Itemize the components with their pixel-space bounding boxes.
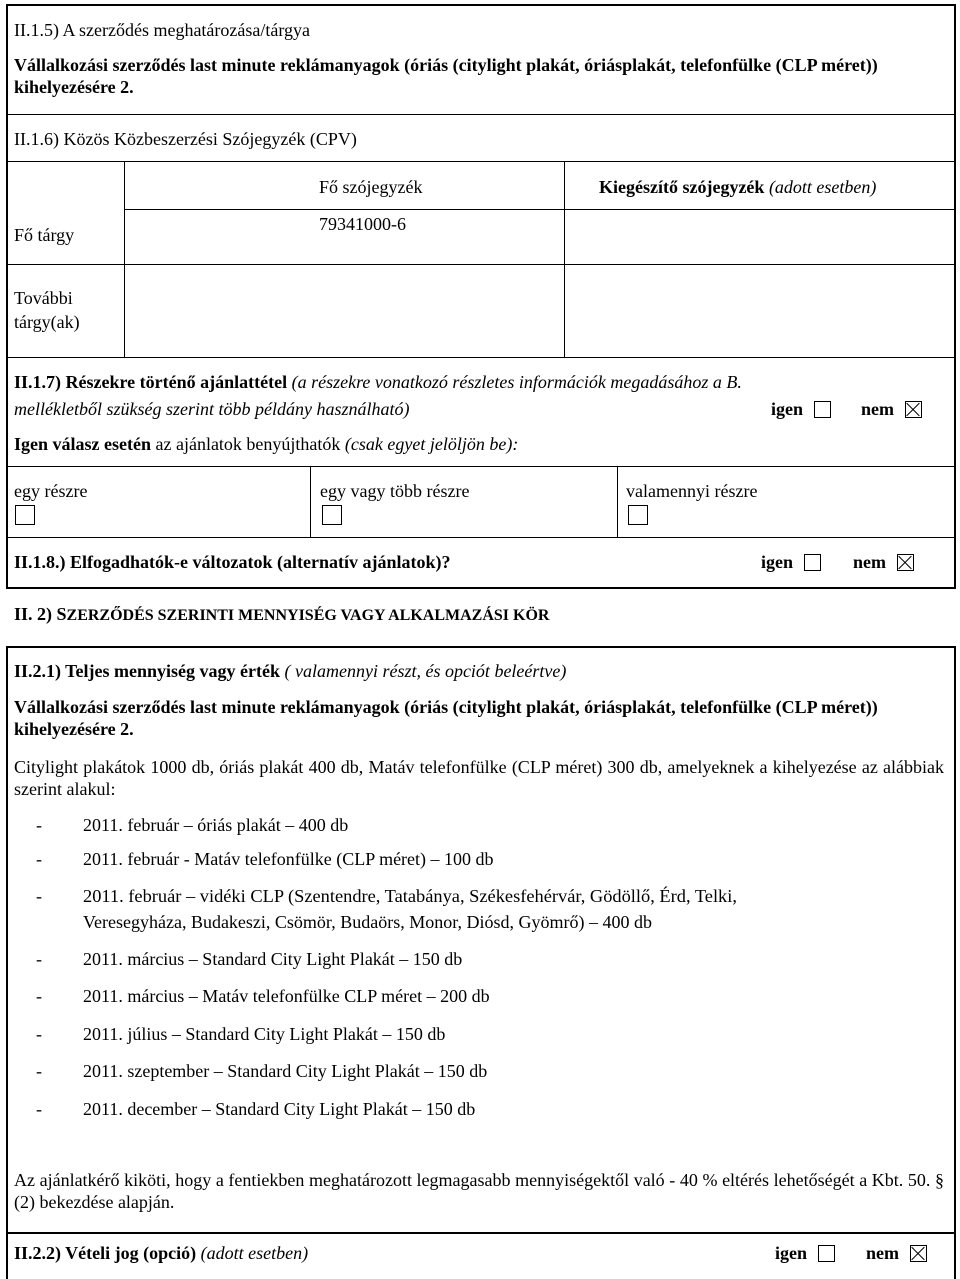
- parts-yes-checkbox[interactable]: [814, 401, 831, 418]
- section-II-2-1-footer: Az ajánlatkérő kiköti, hogy a fentiekben meghatározott legmagasabb mennyiségektől való - 40 % eltérés lehetőségét a Kbt. 50. § (2) bekezdése alapján.: [14, 1170, 944, 1212]
- schedule-item-text: 2011. december – Standard City Light Plakát – 150 db: [83, 1099, 476, 1119]
- schedule-item-continuation: [83, 910, 652, 934]
- cpv-table-bottom: [6, 357, 956, 358]
- parts-answer-normal: az ajánlatok benyújthatók: [155, 434, 341, 454]
- section-II-2-heading-rest: ZERZŐDÉS SZERINTI MENNYISÉG VAGY ALKALMAZÁSI KÖR: [66, 607, 550, 624]
- cpv-supp-vocab-header-italic: (adott esetben): [768, 177, 877, 197]
- section-II-2-heading-prefix: II. 2) S: [14, 604, 67, 624]
- section-II-1-6-heading: II.1.6) Közös Közbeszerzési Szójegyzék (CPV): [14, 129, 357, 149]
- section-II-2-1-heading-bold: II.2.1) Teljes mennyiség vagy érték: [14, 661, 280, 681]
- cpv-main-subject-label: Fő tárgy: [14, 225, 75, 245]
- list-dash: -: [36, 815, 42, 835]
- options-table-top: [6, 466, 956, 467]
- cpv-additional-subject-label-1: További: [14, 288, 73, 308]
- section-II-1-5-body: Vállalkozási szerződés last minute reklámanyagok (óriás (citylight plakát, óriásplakát, telefonfülke (CLP méret)) kihelyezésére 2.: [14, 55, 878, 97]
- section-II-2-2-heading-bold: II.2.2) Vételi jog (opció): [14, 1243, 197, 1263]
- cpv-additional-subject-label-2: tárgy(ak): [14, 312, 80, 332]
- option-right-no-option: [866, 1242, 927, 1264]
- cpv-supp-vocab-header-bold: Kiegészítő szójegyzék: [599, 177, 765, 197]
- cpv-col2-line: [564, 161, 565, 357]
- parts-answer-italic: (csak egyet jelöljön be):: [344, 434, 519, 454]
- options-col1-line: [310, 466, 311, 537]
- option-all-parts-label: valamennyi részre: [626, 481, 758, 501]
- cpv-header-line: [124, 209, 956, 210]
- list-dash: -: [36, 886, 42, 906]
- variants-yes-option: [761, 551, 821, 573]
- variants-no-option: [853, 551, 914, 573]
- section-II-1-7-heading: [14, 371, 742, 393]
- schedule-item-text: 2011. február – vidéki CLP (Szentendre, Tatabánya, Székesfehérvár, Gödöllő, Érd, Telki,: [83, 886, 737, 906]
- parts-no-label: nem: [861, 399, 894, 419]
- list-dash: -: [36, 1099, 42, 1119]
- list-dash: -: [36, 1061, 42, 1081]
- option-one-part-label: egy részre: [14, 481, 88, 501]
- cpv-supp-vocab-header: [599, 176, 876, 198]
- cpv-main-subject-code: 79341000-6: [319, 214, 406, 234]
- cpv-main-vocab-header: Fő szójegyzék: [319, 177, 423, 197]
- list-dash: -: [36, 849, 42, 869]
- divider: [6, 114, 956, 115]
- schedule-item-text: 2011. február - Matáv telefonfülke (CLP méret) – 100 db: [83, 849, 494, 869]
- schedule-item-text: Veresegyháza, Budakeszi, Csömör, Budaörs, Monor, Diósd, Gyömrő) – 400 db: [83, 912, 652, 932]
- variants-yes-label: igen: [761, 552, 794, 572]
- section-II-2-2-heading-italic: (adott esetben): [200, 1243, 309, 1263]
- parts-no-checkbox[interactable]: [905, 401, 922, 418]
- variants-no-label: nem: [853, 552, 886, 572]
- list-dash: -: [36, 949, 42, 969]
- section-II-2-2-heading: [14, 1242, 308, 1264]
- section-II-2-1-intro: Citylight plakátok 1000 db, óriás plakát 400 db, Matáv telefonfülke (CLP méret) 300 db, amelyeknek a kihelyezése az alábbiak szerint alakul:: [14, 757, 944, 799]
- section-II-1-7-heading-italic-2: mellékletből szükség szerint több példány használható): [14, 399, 410, 419]
- section-II-1-7-heading-bold: II.1.7) Részekre történő ajánlattétel: [14, 372, 288, 392]
- option-right-yes-option: [775, 1242, 835, 1264]
- options-table-bottom: [6, 537, 956, 538]
- list-dash: -: [36, 986, 42, 1006]
- option-all-parts-checkbox[interactable]: [628, 505, 648, 525]
- option-right-no-label: nem: [866, 1243, 899, 1263]
- schedule-item-text: 2011. július – Standard City Light Plakát – 150 db: [83, 1024, 446, 1044]
- section-II-1-7-heading-italic-1: (a részekre vonatkozó részletes információk megadásához a B.: [291, 372, 742, 392]
- variants-no-checkbox[interactable]: [897, 554, 914, 571]
- option-one-or-more-label: egy vagy több részre: [320, 481, 470, 501]
- variants-yes-checkbox[interactable]: [804, 554, 821, 571]
- section-II-2-1-heading: [14, 660, 566, 682]
- schedule-item-text: 2011. március – Standard City Light Plakát – 150 db: [83, 949, 463, 969]
- section-II-1-5-heading: II.1.5) A szerződés meghatározása/tárgya: [14, 20, 311, 40]
- cpv-row-line: [6, 264, 956, 265]
- schedule-item-text: 2011. február – óriás plakát – 400 db: [83, 815, 349, 835]
- section-II-2-heading: [14, 603, 549, 627]
- cpv-col1-line: [124, 161, 125, 357]
- section-II-1-8-heading: II.1.8.) Elfogadhatók-e változatok (alternatív ajánlatok)?: [14, 552, 451, 572]
- cpv-table-top: [6, 161, 956, 162]
- schedule-item-text: 2011. március – Matáv telefonfülke CLP méret – 200 db: [83, 986, 490, 1006]
- section-II-2-1-heading-italic: ( valamennyi részt, és opciót beleértve): [284, 661, 567, 681]
- section-II-2-1-body: Vállalkozási szerződés last minute reklámanyagok (óriás (citylight plakát, óriásplakát, telefonfülke (CLP méret)) kihelyezésére 2.: [14, 697, 878, 739]
- option-right-yes-label: igen: [775, 1243, 808, 1263]
- option-right-no-checkbox[interactable]: [910, 1245, 927, 1262]
- parts-no-option: [861, 398, 922, 420]
- parts-yes-option: [771, 398, 831, 420]
- options-col2-line: [617, 466, 618, 537]
- option-right-yes-checkbox[interactable]: [818, 1245, 835, 1262]
- schedule-item-text: 2011. szeptember – Standard City Light Plakát – 150 db: [83, 1061, 488, 1081]
- option-one-part-checkbox[interactable]: [15, 505, 35, 525]
- parts-answer-line: [14, 433, 518, 455]
- parts-yes-label: igen: [771, 399, 804, 419]
- list-dash: -: [36, 1024, 42, 1044]
- parts-answer-bold: Igen válasz esetén: [14, 434, 151, 454]
- option-one-or-more-checkbox[interactable]: [322, 505, 342, 525]
